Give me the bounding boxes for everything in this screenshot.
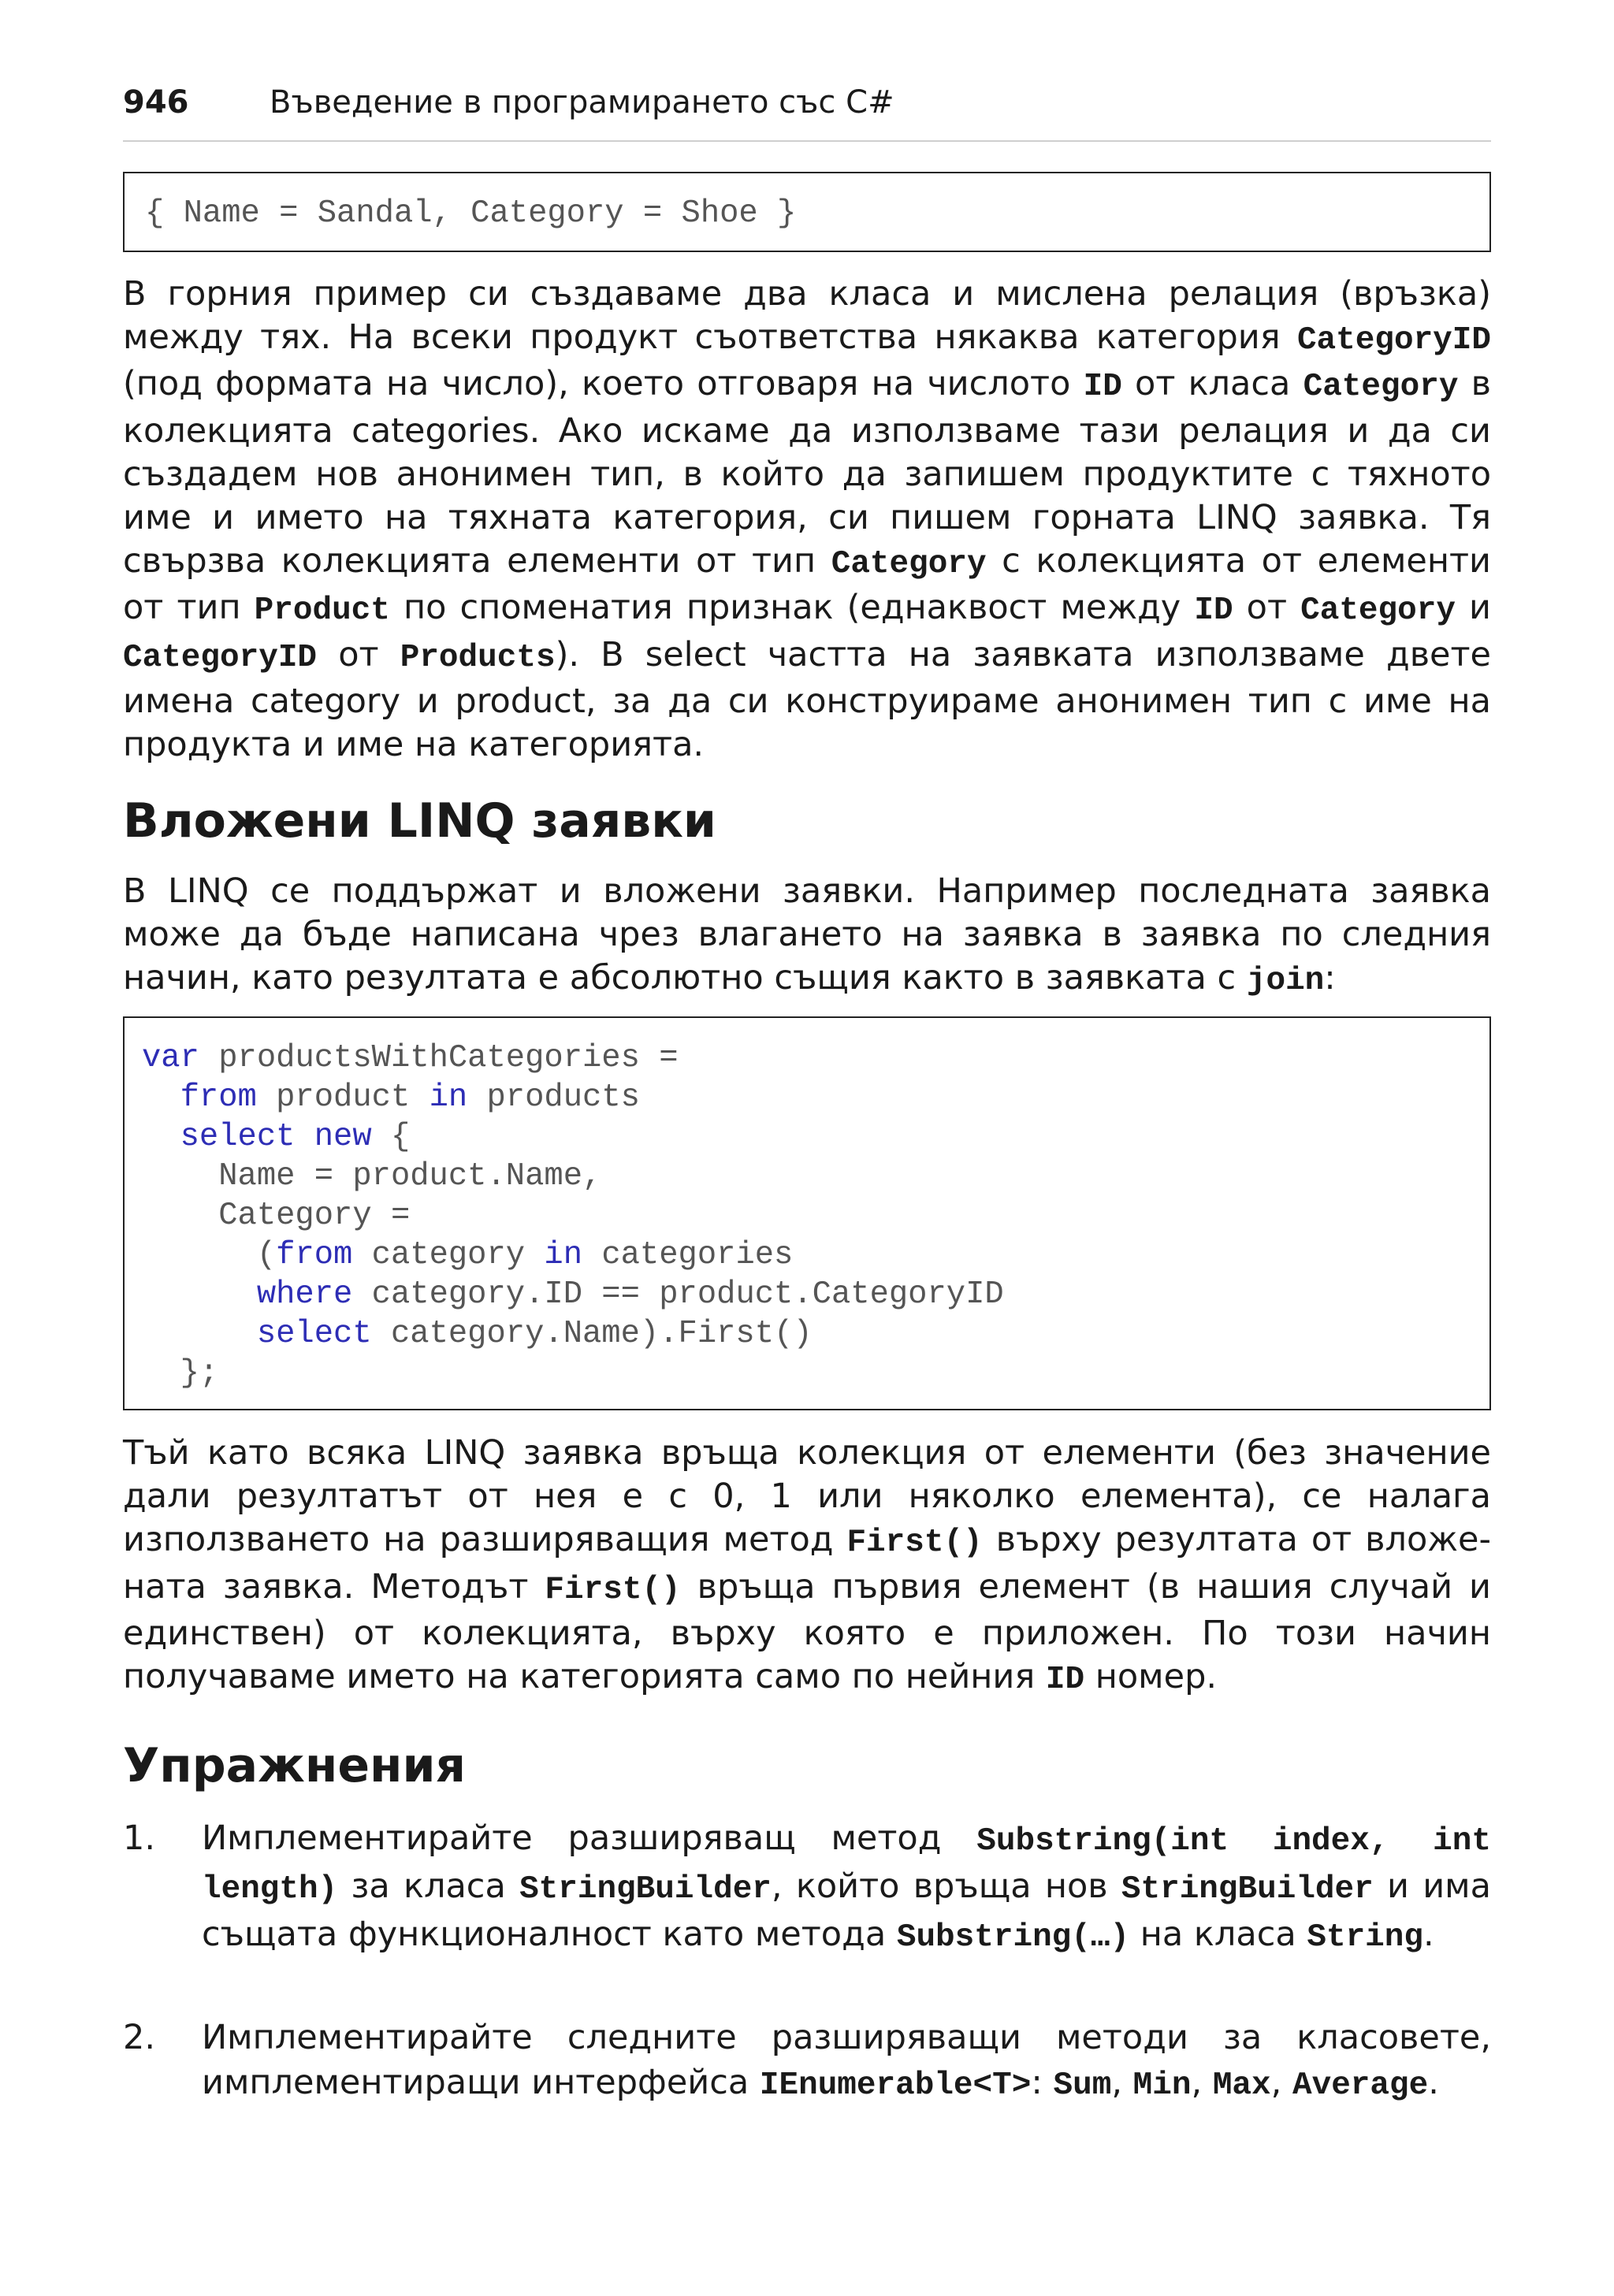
text-run: в колекцията categories. Ако искаме да използваме тази релация и да си създадем нов анонимен тип, в който да запишем продуктите с тяхното име и името на тяхната категория, си пишем горната LINQ заявка. Тя свързва колекцията елементи от тип <box>123 364 1491 581</box>
text-run: : <box>1324 958 1336 998</box>
code-keyword: where <box>256 1276 353 1313</box>
code-keyword: in <box>544 1237 583 1273</box>
exercise-text <box>202 2016 1491 2108</box>
exercise-number: 1. <box>123 1819 156 1858</box>
code-keyword: var <box>142 1040 199 1076</box>
inline-code: StringBuilder <box>1121 1871 1374 1908</box>
code-text: Name = product.Name, <box>218 1158 602 1194</box>
text-run: , който връща нов <box>771 1867 1121 1906</box>
text-run: : <box>1031 2063 1054 2102</box>
inline-code: IEnumerable<T> <box>759 2068 1032 2104</box>
exercise-text <box>202 1816 1491 1960</box>
code-keyword: from <box>276 1237 353 1273</box>
inline-code: ID <box>1045 1662 1085 1699</box>
text-run: от <box>317 634 400 674</box>
code-text: category.Name).First() <box>371 1316 813 1352</box>
inline-code: Average <box>1292 2068 1429 2104</box>
inline-code: First() <box>545 1571 681 1608</box>
page-header <box>123 79 1491 142</box>
inline-code: First() <box>846 1525 983 1562</box>
inline-code: Max <box>1212 2068 1271 2104</box>
inline-code: Product <box>254 593 390 630</box>
section-heading-nested-linq: Вложени LINQ заявки <box>123 793 716 849</box>
paragraph-relation-explanation <box>123 273 1491 767</box>
text-run: върху резултата от вложе-ната заявка. Методът <box>123 1520 1491 1607</box>
code-line <box>142 1117 1489 1157</box>
code-keyword: new <box>314 1119 372 1155</box>
page-number: 946 <box>123 84 189 121</box>
code-example-box <box>123 1016 1491 1410</box>
inline-code: Substring(int index, int length) <box>202 1823 1491 1908</box>
paragraph-nested-queries <box>123 870 1491 1004</box>
text-run: . <box>1423 1915 1434 1954</box>
code-text: product <box>256 1079 430 1116</box>
text-run: и <box>1455 588 1491 628</box>
text-run: ). В select частта на заявката използваме двете имена category и product, за да си конструираме анонимен тип с име на продукта и име на категорията. <box>123 634 1491 765</box>
inline-code: ID <box>1194 593 1233 630</box>
inline-code: StringBuilder <box>519 1871 772 1908</box>
text-run: Имплементирайте следните разширяващи методи за класовете, имплементиращи интерфейса <box>202 2018 1491 2102</box>
code-line <box>142 1078 1489 1117</box>
book-title: Въведение в програмирането със C# <box>270 84 894 121</box>
inline-code: join <box>1246 963 1325 1000</box>
text-run: за класа <box>337 1867 520 1906</box>
code-keyword: in <box>429 1079 468 1116</box>
code-line <box>142 1354 1489 1393</box>
code-keyword: select <box>256 1316 372 1352</box>
text-run: по споменатия признак (еднаквост между <box>389 588 1195 628</box>
code-output-box <box>123 172 1491 252</box>
text-run: с колекцията от елементи от тип <box>123 541 1491 628</box>
code-keyword: from <box>180 1079 257 1116</box>
text-run: от класа <box>1121 364 1303 404</box>
inline-code: String <box>1307 1919 1423 1956</box>
code-line <box>142 1038 1489 1078</box>
inline-code: Products <box>400 639 556 676</box>
paragraph-first-method <box>123 1432 1491 1702</box>
code-text: { <box>371 1119 411 1155</box>
text-run: В горния пример си създаваме два класа и мислена релация (връзка) между тях. На всеки продукт съответства някаква категория <box>123 274 1491 358</box>
code-line <box>142 1314 1489 1354</box>
inline-code: Category <box>1303 369 1459 406</box>
text-run: Имплементирайте разширяващ метод <box>202 1819 977 1858</box>
text-run: , <box>1111 2063 1133 2102</box>
inline-code: Substring(…) <box>896 1919 1130 1956</box>
code-text: products <box>467 1079 640 1116</box>
text-run: Тъй като всяка LINQ заявка връща колекция от елементи (без значение дали резултатът от нея е с 0, 1 или няколко елемента), се налага използването на разширяващия метод <box>123 1433 1491 1560</box>
code-text: category.ID == product.CategoryID <box>352 1276 1004 1313</box>
exercise-number: 2. <box>123 2018 156 2057</box>
text-run: В LINQ се поддържат и вложени заявки. Например последната заявка може да бъде написана чрез влагането на заявка в заявка по следния начин, като резултата е абсолютно същия както в заявката с <box>123 871 1491 998</box>
text-run: от <box>1233 588 1301 628</box>
code-text: categories <box>582 1237 794 1273</box>
code-line <box>142 1235 1489 1275</box>
inline-code: Category <box>831 546 987 583</box>
inline-code: Sum <box>1053 2068 1112 2104</box>
inline-code: CategoryID <box>123 639 318 676</box>
code-keyword: select <box>180 1119 296 1155</box>
code-text: ( <box>256 1237 277 1273</box>
code-line <box>142 1157 1489 1196</box>
text-run: на класа <box>1129 1915 1307 1954</box>
text-run: номер. <box>1084 1657 1218 1697</box>
code-line <box>142 1275 1489 1314</box>
code-text: }; <box>180 1355 219 1391</box>
text-run: връща първия елемент (в нашия случай и единствен) от колекцията, върху която е приложен. По този начин получаваме името на категорията само по нейния <box>123 1566 1491 1697</box>
inline-code: CategoryID <box>1296 322 1491 359</box>
code-line <box>142 1196 1489 1235</box>
text-run: и има същата функционалност като метода <box>202 1867 1491 1954</box>
text-run: (под формата на число), което отговаря на числото <box>123 364 1084 404</box>
inline-code: Min <box>1132 2068 1192 2104</box>
text-run: , <box>1191 2063 1213 2102</box>
code-text: productsWithCategories = <box>199 1040 679 1076</box>
inline-code: Category <box>1300 593 1456 630</box>
code-text: Category = <box>218 1198 411 1234</box>
code-output-line: { Name = Sandal, Category = Shoe } <box>145 195 797 232</box>
inline-code: ID <box>1083 369 1122 406</box>
text-run: , <box>1270 2063 1292 2102</box>
section-heading-exercises: Упражнения <box>123 1738 467 1793</box>
text-run: . <box>1428 2063 1439 2102</box>
code-text: category <box>352 1237 545 1273</box>
